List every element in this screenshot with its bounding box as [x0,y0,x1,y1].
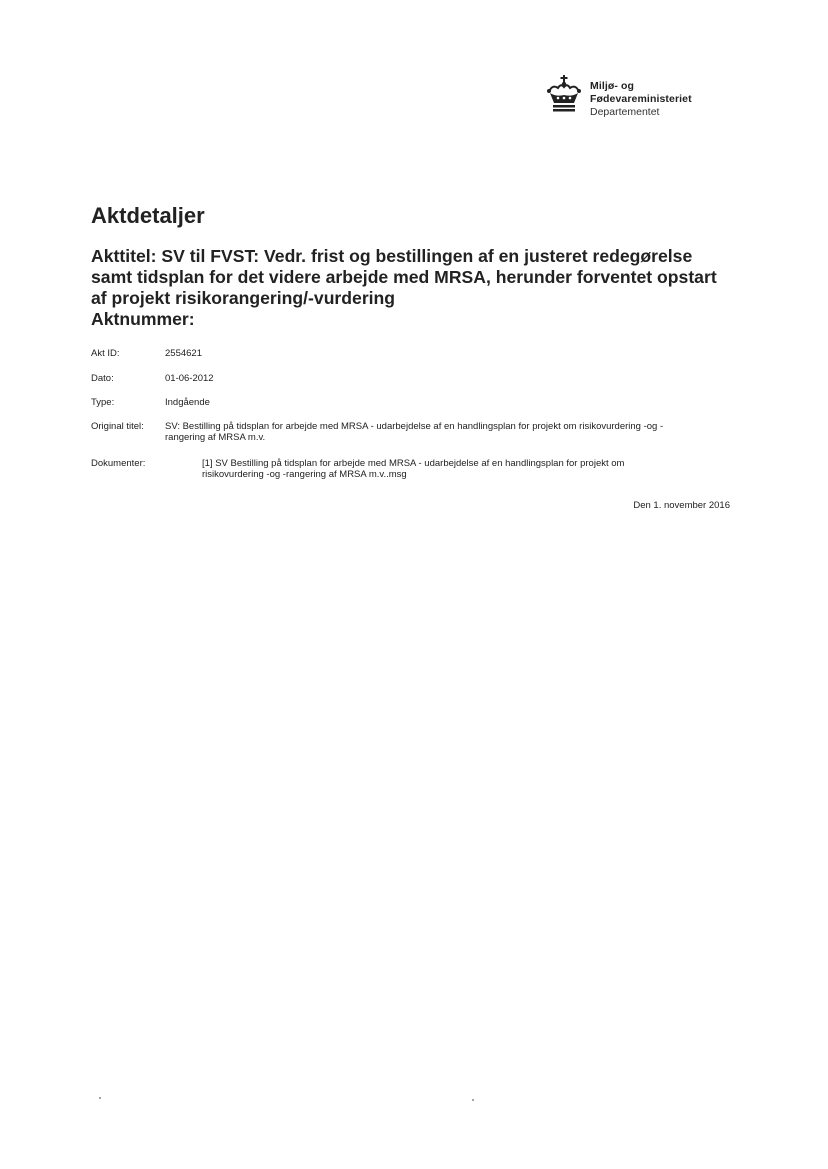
act-number-label: Aktnummer: [91,309,195,329]
original-title-value-line-1: SV: Bestilling på tidsplan for arbejde med MRSA - udarbejdelse af en handlingsplan for projekt om risikovurdering -og - [165,421,664,432]
document-date: Den 1. november 2016 [633,500,730,511]
document-link-line-2: risikovurdering -og -rangering af MRSA m.v..msg [202,469,407,480]
scan-speck [472,1099,474,1101]
original-title-label: Original titel: [91,421,144,432]
original-title-value-line-2: rangering af MRSA m.v. [165,432,266,443]
original-title-value [165,421,725,443]
ministry-logo [544,74,692,119]
act-title-line-1: Akttitel: SV til FVST: Vedr. frist og bestillingen af en justeret redegørelse [91,246,693,266]
logo-line-ministry-part1: Miljø- og [590,80,635,92]
logo-text [590,80,692,119]
act-title-block [91,246,751,330]
act-title-line-2: samt tidsplan for det videre arbejde med MRSA, herunder forventet opstart [91,267,717,287]
akt-id-value: 2554621 [165,348,202,359]
type-value: Indgående [165,397,210,408]
scan-speck [99,1097,101,1099]
documents-label: Dokumenter: [91,458,146,469]
royal-crown-icon [544,74,584,114]
document-link[interactable] [202,458,722,480]
akt-id-label: Akt ID: [91,348,120,359]
dato-label: Dato: [91,373,114,384]
dato-value: 01-06-2012 [165,373,214,384]
document-link-line-1: [1] SV Bestilling på tidsplan for arbejde med MRSA - udarbejdelse af en handlingsplan for projekt om [202,458,625,469]
type-label: Type: [91,397,115,408]
act-title-line-3: af projekt risikorangering/-vurdering [91,288,396,308]
logo-line-ministry-part2: Fødevareministeriet [590,93,692,105]
page-title: Aktdetaljer [91,203,205,228]
logo-line-department: Departementet [590,106,660,118]
